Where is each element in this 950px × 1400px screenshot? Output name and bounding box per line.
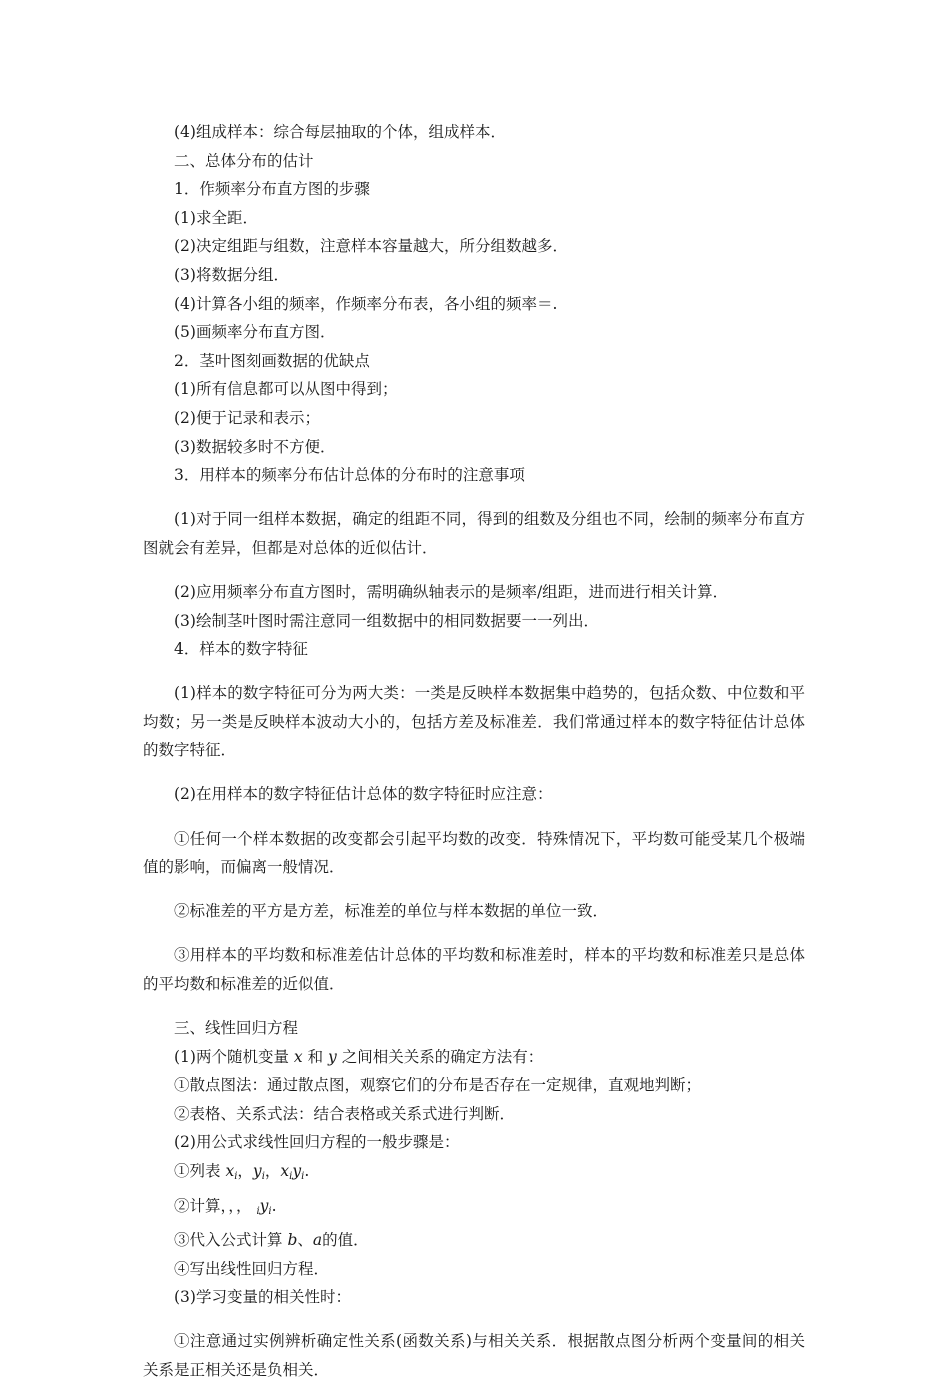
subheading-numeric-features: 4．样本的数字特征 [174, 640, 308, 659]
list-item-grouping: (3)将数据分组． [174, 265, 289, 284]
paragraph-std-note: ②标准差的平方是方差，标准差的单位与样本数据的单位一致． [174, 902, 609, 921]
list-item-tabulate: ①列表 $x_i$，$y_i$，$x_iy_i$. [174, 1162, 310, 1182]
section-heading-regression: 三、线性回归方程 [174, 1019, 299, 1038]
list-item-scatter-method: ①散点图法：通过散点图，观察它们的分布是否存在一定规律，直观地判断； [174, 1076, 702, 1095]
paragraph-relationship-note: ①注意通过实例辨析确定性关系(函数关系)与相关关系．根据散点图分析两个变量间的相关关系是正相关还是负相关． [143, 1332, 805, 1380]
paragraph-note-2: (2)应用频率分布直方图时，需明确纵轴表示的是频率/组距，进而进行相关计算． [174, 582, 729, 601]
list-item-substitute: ③代入公式计算 b、a的值． [174, 1231, 369, 1250]
document-body [143, 118, 805, 1400]
list-item-table-method: ②表格、关系式法：结合表格或关系式进行判断． [174, 1104, 516, 1123]
list-item-range: (1)求全距． [174, 208, 258, 227]
section-heading-distribution-estimate: 二、总体分布的估计 [174, 151, 314, 170]
paragraph-note-1: (1)对于同一组样本数据，确定的组距不同，得到的组数及分组也不同，绘制的频率分布直方图就会有差异，但都是对总体的近似估计． [143, 510, 805, 557]
list-item-frequency-table: (4)计算各小组的频率，作频率分布表，各小组的频率＝. [174, 294, 558, 313]
list-item-all-info: (1)所有信息都可以从图中得到； [174, 380, 398, 399]
list-item-draw-histogram: (5)画频率分布直方图． [174, 323, 336, 342]
paragraph-features-1: (1)样本的数字特征可分为两大类：一类是反映样本数据集中趋势的，包括众数、中位数和平均数；另一类是反映样本波动大小的，包括方差及标准差．我们常通过样本的数字特征估计总体的数字特征． [143, 684, 805, 760]
paragraph-correlation-study: (3)学习变量的相关性时： [174, 1288, 351, 1307]
list-item-inconvenient: (3)数据较多时不方便． [174, 437, 336, 456]
subheading-histogram-steps: 1．作频率分布直方图的步骤 [174, 180, 370, 199]
paragraph-mean-note: ①任何一个样本数据的改变都会引起平均数的改变．特殊情况下，平均数可能受某几个极端值的影响，而偏离一般情况． [143, 829, 805, 877]
paragraph-features-2: (2)在用样本的数字特征估计总体的数字特征时应注意： [174, 785, 553, 804]
subheading-notes: 3．用样本的频率分布估计总体的分布时的注意事项 [174, 466, 525, 485]
list-item-class-width: (2)决定组距与组数，注意样本容量越大，所分组数越多． [174, 237, 568, 256]
paragraph-stratified-step-4: (4)组成样本：综合每层抽取的个体，组成样本． [174, 123, 506, 141]
paragraph-regression-steps: (2)用公式求线性回归方程的一般步骤是： [174, 1133, 460, 1152]
list-item-write-equation: ④写出线性回归方程． [174, 1259, 330, 1278]
paragraph-approx-note: ③用样本的平均数和标准差估计总体的平均数和标准差时，样本的平均数和标准差只是总体的平均数和标准差的近似值． [143, 946, 805, 993]
paragraph-correlation-methods: (1)两个随机变量 x 和 y 之间相关关系的确定方法有： [174, 1047, 544, 1066]
subheading-stem-leaf: 2．茎叶图刻画数据的优缺点 [174, 351, 370, 370]
list-item-compute: ②计算，，， $_iy_i$. [174, 1196, 277, 1217]
paragraph-note-3: (3)绘制茎叶图时需注意同一组数据中的相同数据要一一列出． [174, 611, 599, 630]
list-item-easy-record: (2)便于记录和表示； [174, 408, 320, 427]
